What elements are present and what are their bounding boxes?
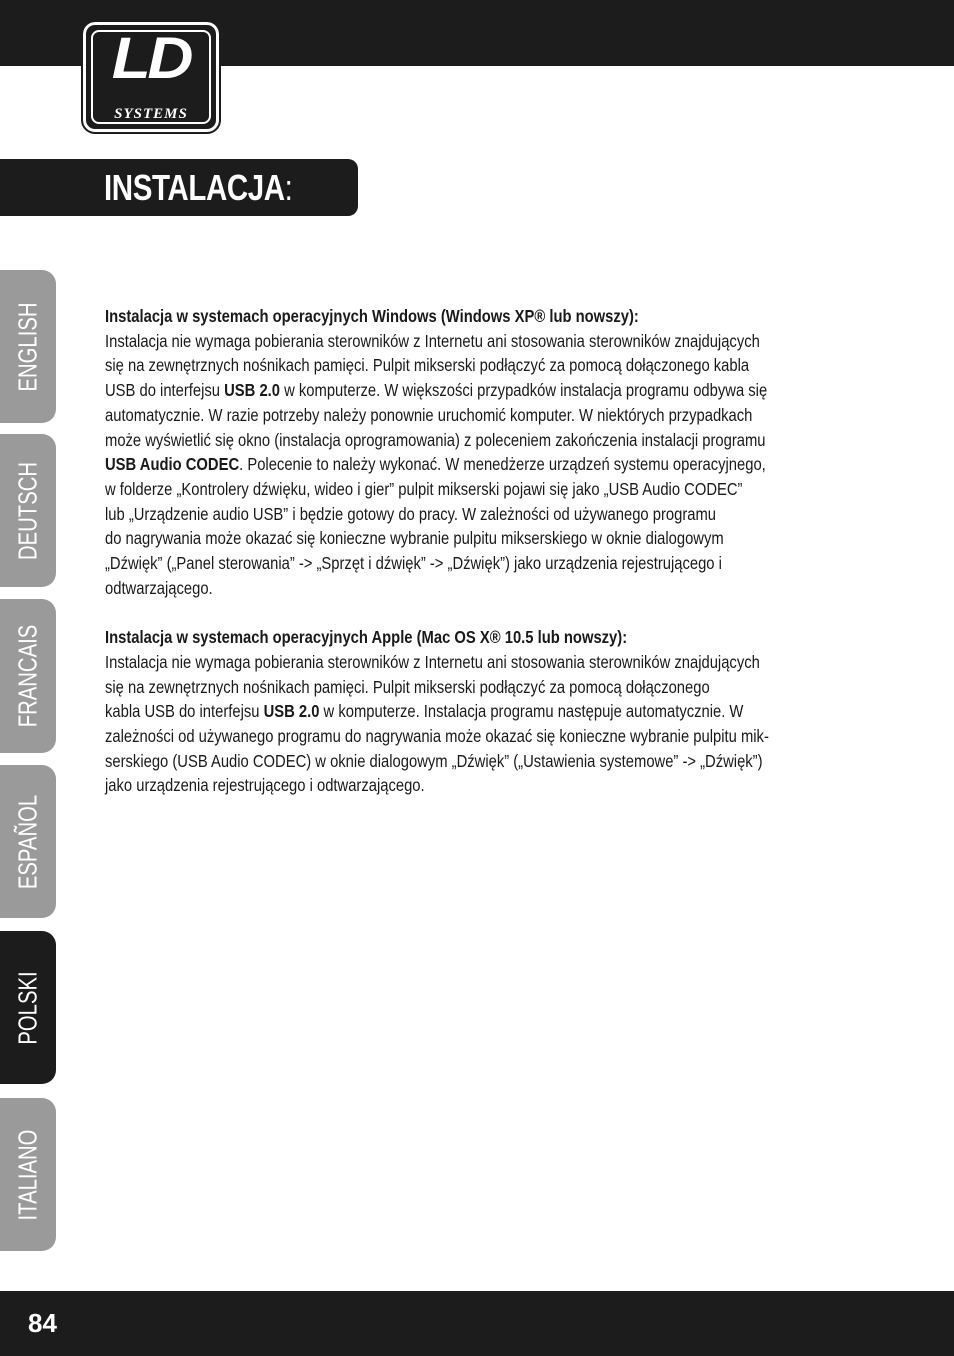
text-line: się na zewnętrznych nośnikach pamięci. Pulpit mikserski podłączyć za pomocą dołączonego kabla [105, 355, 750, 376]
lang-tab-espanol[interactable] [0, 765, 56, 918]
emphasis-usb: USB 2.0 [263, 701, 320, 722]
text-run: w komputerze. Instalacja programu następuje automatycznie. W [319, 701, 744, 722]
section-title [104, 163, 292, 213]
windows-heading: Instalacja w systemach operacyjnych Windows (Windows XP® lub nowszy): [105, 306, 639, 326]
text-line: w folderze „Kontrolery dźwięku, wideo i gier” pulpit mikserski pojawi się jako „USB Audio CODEC” [105, 478, 743, 499]
text-run: USB do interfejsu [105, 380, 225, 401]
lang-tab-deutsch[interactable] [0, 434, 56, 587]
lang-tab-italiano[interactable] [0, 1098, 56, 1251]
lang-tab-label: DEUTSCH [12, 461, 43, 560]
text-line: jako urządzenia rejestrującego i odtwarzającego. [105, 775, 425, 796]
lang-tab-polski[interactable] [0, 931, 56, 1084]
text-line [105, 452, 766, 477]
text-run: kabla USB do interfejsu [105, 701, 264, 722]
lang-tab-label: ESPAÑOL [12, 794, 43, 889]
apple-section [105, 625, 855, 798]
section-title-text: INSTALACJA [104, 167, 285, 208]
text-line: zależności od używanego programu do nagrywania może okazać się konieczne wybranie pulpitu mik- [105, 725, 769, 746]
text-line: może wyświetlić się okno (instalacja oprogramowania) z poleceniem zakończenia instalacji programu [105, 429, 766, 450]
text-line: „Dźwięk” („Panel sterowania” -> „Sprzęt i dźwięk” -> „Dźwięk”) jako urządzenia rejestrującego i [105, 553, 722, 574]
text-line: automatycznie. W razie potrzeby należy ponownie uruchomić komputer. W niektórych przypadkach [105, 404, 753, 425]
lang-tab-francais[interactable] [0, 599, 56, 753]
footer-bar [0, 1291, 954, 1356]
lang-tab-label: POLSKI [12, 970, 43, 1045]
ld-systems-logo [83, 22, 219, 132]
text-run: w komputerze. W większości przypadków instalacja programu odbywa się [280, 380, 768, 401]
emphasis-usb: USB 2.0 [224, 380, 281, 401]
text-line: lub „Urządzenie audio USB” i będzie gotowy do pracy. W zależności od używanego programu [105, 503, 717, 524]
logo-sub-text: SYSTEMS [114, 106, 188, 122]
windows-section [105, 304, 855, 600]
text-line: Instalacja nie wymaga pobierania sterowników z Internetu ani stosowania sterowników znajdujących [105, 330, 760, 351]
text-line: odtwarzającego. [105, 577, 213, 598]
text-line: do nagrywania może okazać się konieczne wybranie pulpitu mikserskiego w oknie dialogowym [105, 528, 724, 549]
lang-tab-english[interactable] [0, 270, 56, 423]
logo-main-text: LD [111, 26, 191, 91]
text-line: się na zewnętrznych nośnikach pamięci. Pulpit mikserski podłączyć za pomocą dołączonego [105, 676, 710, 697]
text-line [105, 699, 750, 724]
lang-tab-label: ENGLISH [12, 301, 43, 392]
emphasis-codec: USB Audio CODEC [105, 454, 240, 475]
section-title-colon: : [284, 167, 293, 208]
text-line [105, 378, 768, 403]
text-line: Instalacja nie wymaga pobierania sterowników z Internetu ani stosowania sterowników znajdujących [105, 651, 760, 672]
lang-tab-label: FRANCAIS [12, 624, 43, 728]
lang-tab-label: ITALIANO [12, 1129, 43, 1220]
text-line: serskiego (USB Audio CODEC) w oknie dialogowym „Dźwięk” („Ustawienia systemowe” -> „Dźwięk”) [105, 750, 763, 771]
main-content [105, 304, 855, 823]
text-run: . Polecenie to należy wykonać. W menedżerze urządzeń systemu operacyjnego, [239, 454, 766, 475]
apple-heading: Instalacja w systemach operacyjnych Apple (Mac OS X® 10.5 lub nowszy): [105, 627, 628, 648]
page-number: 84 [28, 1308, 57, 1338]
